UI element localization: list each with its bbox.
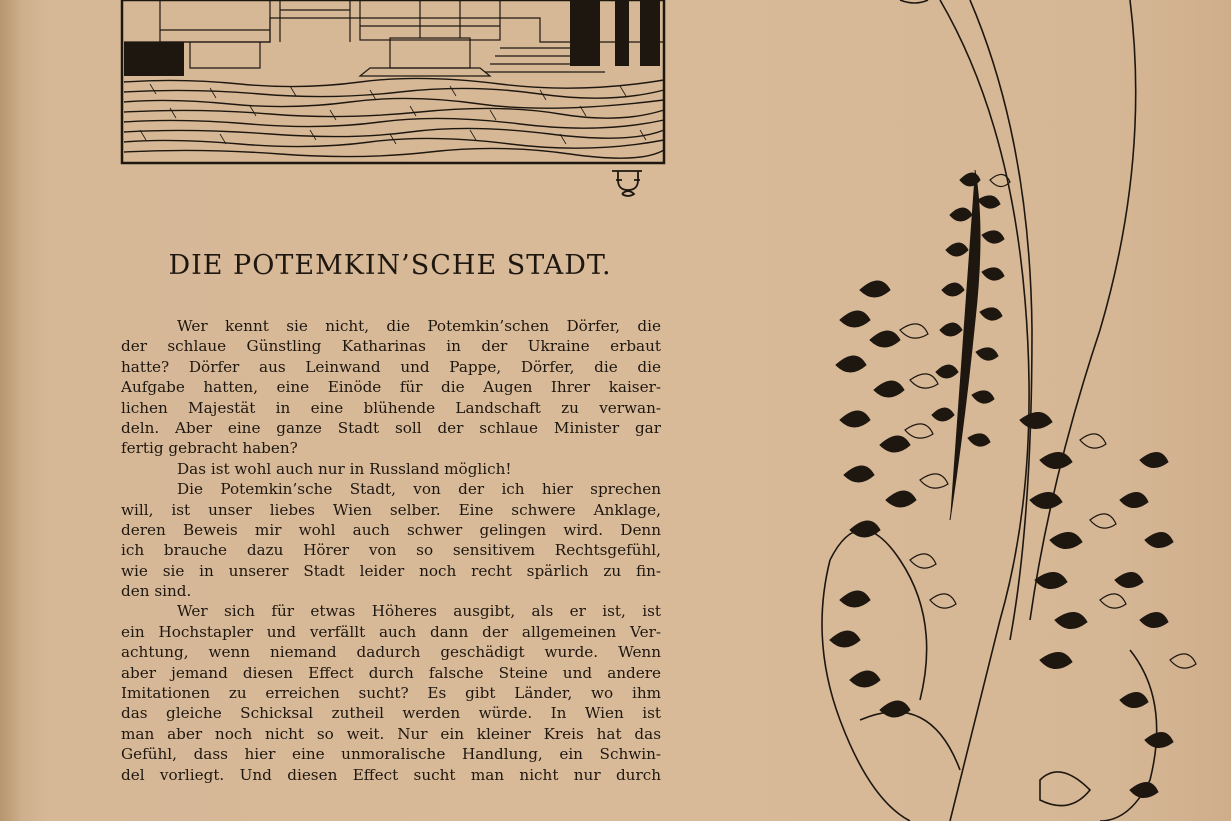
text-line: lichen Majestät in eine blühende Landschaft zu verwan- (121, 398, 661, 417)
text-line: Das ist wohl auch nur in Russland möglich! (177, 459, 512, 478)
text-line: Die Potemkin’sche Stadt, von der ich hier sprechen (177, 480, 661, 499)
text-line: den sind. (121, 582, 192, 601)
text-line: Aufgabe hatten, eine Einöde für die Augen Ihrer kaiser- (121, 378, 661, 397)
text-line: man aber noch nicht so weit. Nur ein kleiner Kreis hat das (121, 724, 661, 743)
text-line: deln. Aber eine ganze Stadt soll der schlaue Minister gar (121, 418, 661, 437)
building-illustration (120, 0, 666, 166)
text-line: Wer sich für etwas Höheres ausgibt, als er ist, ist (177, 602, 661, 621)
text-line: deren Beweis mir wohl auch schwer gelingen wird. Denn (121, 520, 661, 539)
artist-monogram (608, 168, 648, 198)
text-line: ich brauche dazu Hörer von so sensitivem Rechtsgefühl, (121, 541, 661, 560)
plant-illustration (800, 0, 1231, 821)
text-line: Wer kennt sie nicht, die Potemkin’schen Dörfer, die (177, 317, 661, 335)
text-line: achtung, wenn niemand dadurch geschädigt wurde. Wenn (121, 643, 661, 662)
text-line: fertig gebracht haben? (121, 439, 298, 458)
text-line: will, ist unser liebes Wien selber. Eine schwere Anklage, (121, 500, 661, 519)
article-title: DIE POTEMKIN’SCHE STADT. (168, 250, 612, 281)
text-line: Imitationen zu erreichen sucht? Es gibt Länder, wo ihm (121, 684, 661, 703)
text-line: del vorliegt. Und diesen Effect sucht man nicht nur durch (121, 765, 661, 784)
article-body (121, 316, 661, 785)
text-line: wie sie in unserer Stadt leider noch recht spärlich zu fin- (121, 561, 661, 580)
text-line: hatte? Dörfer aus Leinwand und Pappe, Dörfer, die die (121, 357, 661, 376)
text-line: Gefühl, dass hier eine unmoralische Handlung, ein Schwin- (121, 745, 661, 764)
text-line: der schlaue Günstling Katharinas in der Ukraine erbaut (121, 337, 661, 356)
text-line: das gleiche Schicksal zutheil werden würde. In Wien ist (121, 704, 661, 723)
text-line: ein Hochstapler und verfällt auch dann der allgemeinen Ver- (121, 622, 661, 641)
text-line: aber jemand diesen Effect durch falsche Steine und andere (121, 663, 661, 682)
